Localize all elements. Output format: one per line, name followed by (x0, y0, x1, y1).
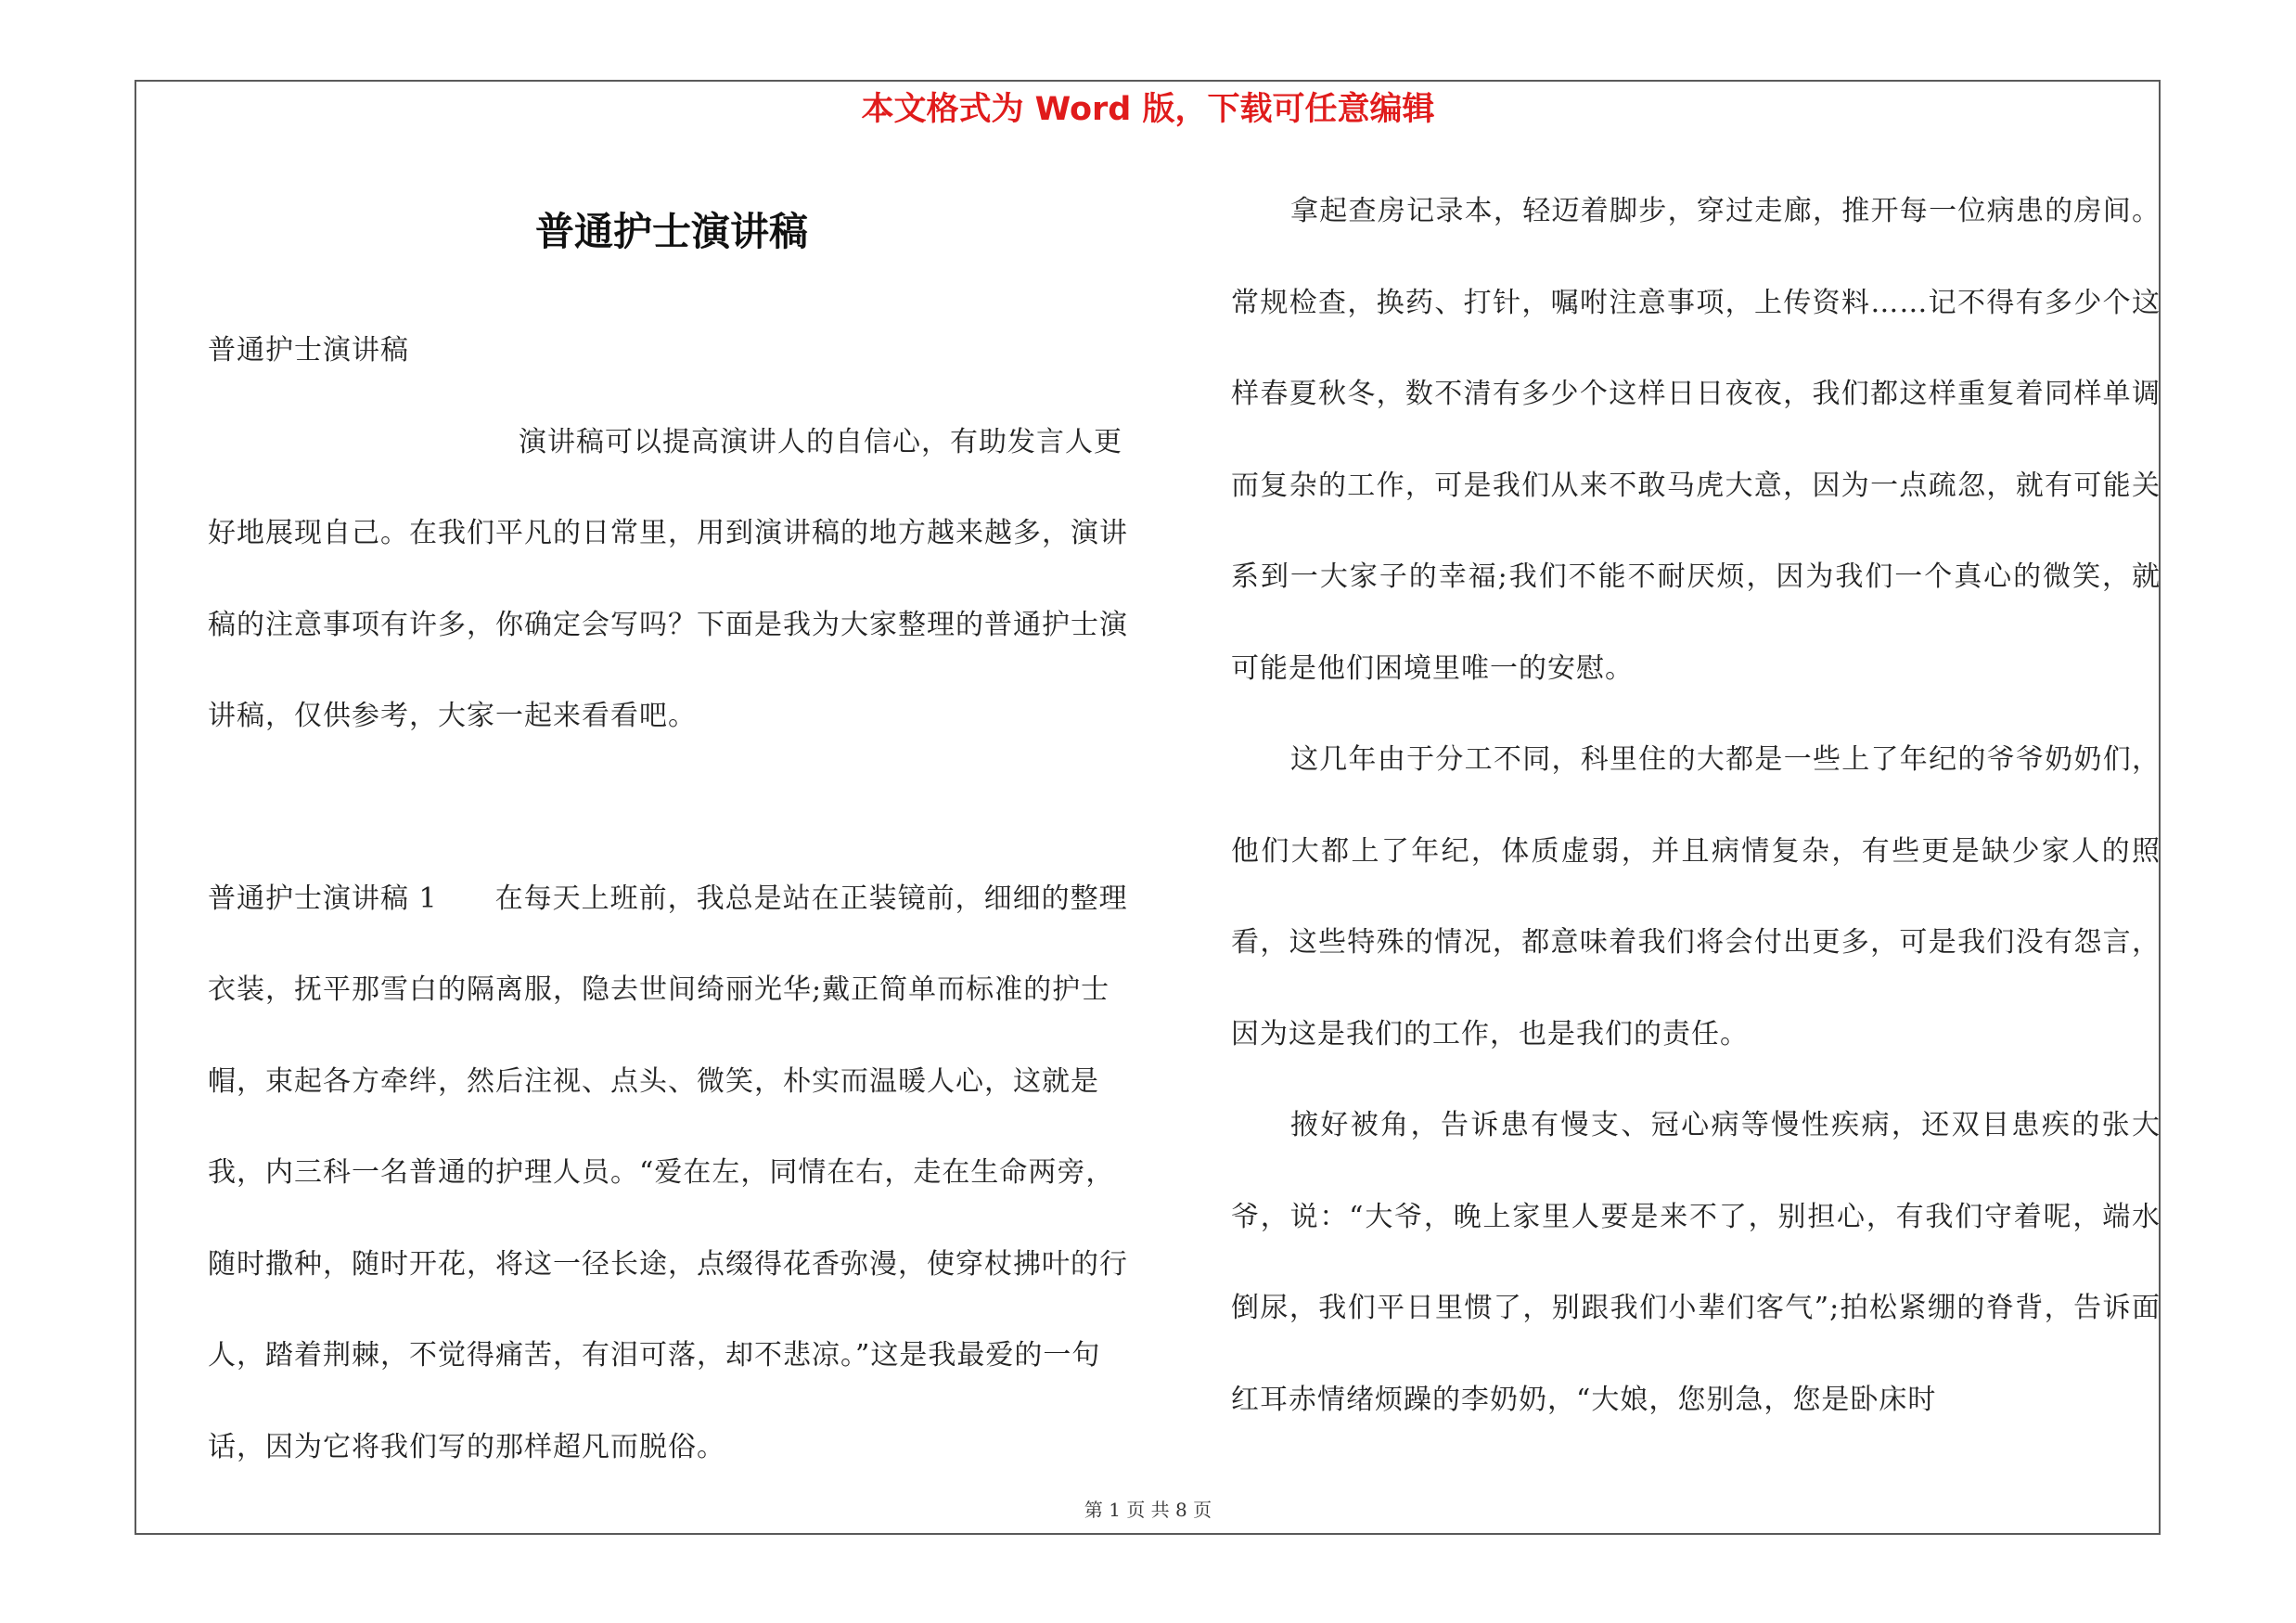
speech-paragraph-2: 拿起查房记录本，轻迈着脚步，穿过走廊，推开每一位病患的房间。常规检查，换药、打针，嘱咐注意事项，上传资料……记不得有多少个这样春夏秋冬，数不清有多少个这样日日夜夜，我们都这样重复着同样单调而复杂的工作，可是我们从来不敢马虎大意，因为一点疏忽，就有可能关系到一大家子的幸福;我们不能不耐厌烦，因为我们一个真心的微笑，就可能是他们困境里唯一的安慰。 (1231, 195, 2161, 685)
intro-paragraph: 演讲稿可以提高演讲人的自信心，有助发言人更好地展现自己。在我们平凡的日常里，用到演讲稿的地方越来越多，演讲稿的注意事项有许多，你确定会写吗？下面是我为大家整理的普通护士演讲稿，仅供参考，大家一起来看看吧。 (208, 425, 1128, 732)
paragraph-spacer (208, 763, 1135, 854)
speech-paragraph-1: 普通护士演讲稿 1 在每天上班前，我总是站在正装镜前，细细的整理衣装，抚平那雪白的隔离服，隐去世间绮丽光华;戴正简单而标准的护士帽，束起各方牵绊，然后注视、点头、微笑，朴实而温暖人心，这就是我，内三科一名普通的护理人员。“爱在左，同情在右，走在生命两旁，随时撒种，随时开花，将这一径长途，点缀得花香弥漫，使穿杖拂叶的行人，踏着荆棘，不觉得痛苦，有泪可落，却不悲凉。”这是我最爱的一句话，因为它将我们写的那样超凡而脱俗。 (208, 882, 1128, 1463)
format-banner: 本文格式为 Word 版，下载可任意编辑 (861, 91, 1435, 128)
speech-paragraph-3: 这几年由于分工不同，科里住的大都是一些上了年纪的爷爷奶奶们，他们大都上了年纪，体质虚弱，并且病情复杂，有些更是缺少家人的照看，这些特殊的情况，都意味着我们将会付出更多，可是我们没有怨言，因为这是我们的工作，也是我们的责任。 (1231, 743, 2161, 1050)
document-title: 普通护士演讲稿 (534, 209, 808, 254)
speech-paragraph-4: 掖好被角，告诉患有慢支、冠心病等慢性疾病，还双目患疾的张大爷，说：“大爷，晚上家里人要是来不了，别担心，有我们守着呢，端水倒尿，我们平日里惯了，别跟我们小辈们客气”;拍松紧绷的脊背，告诉面红耳赤情绪烦躁的李奶奶，“大娘，您别急，您是卧床时 (1231, 1109, 2161, 1416)
right-column (1231, 166, 2161, 1446)
section-heading: 普通护士演讲稿 (208, 334, 409, 367)
page-number: 第 1 页 共 8 页 (1084, 1499, 1212, 1521)
left-column (208, 305, 1135, 1493)
